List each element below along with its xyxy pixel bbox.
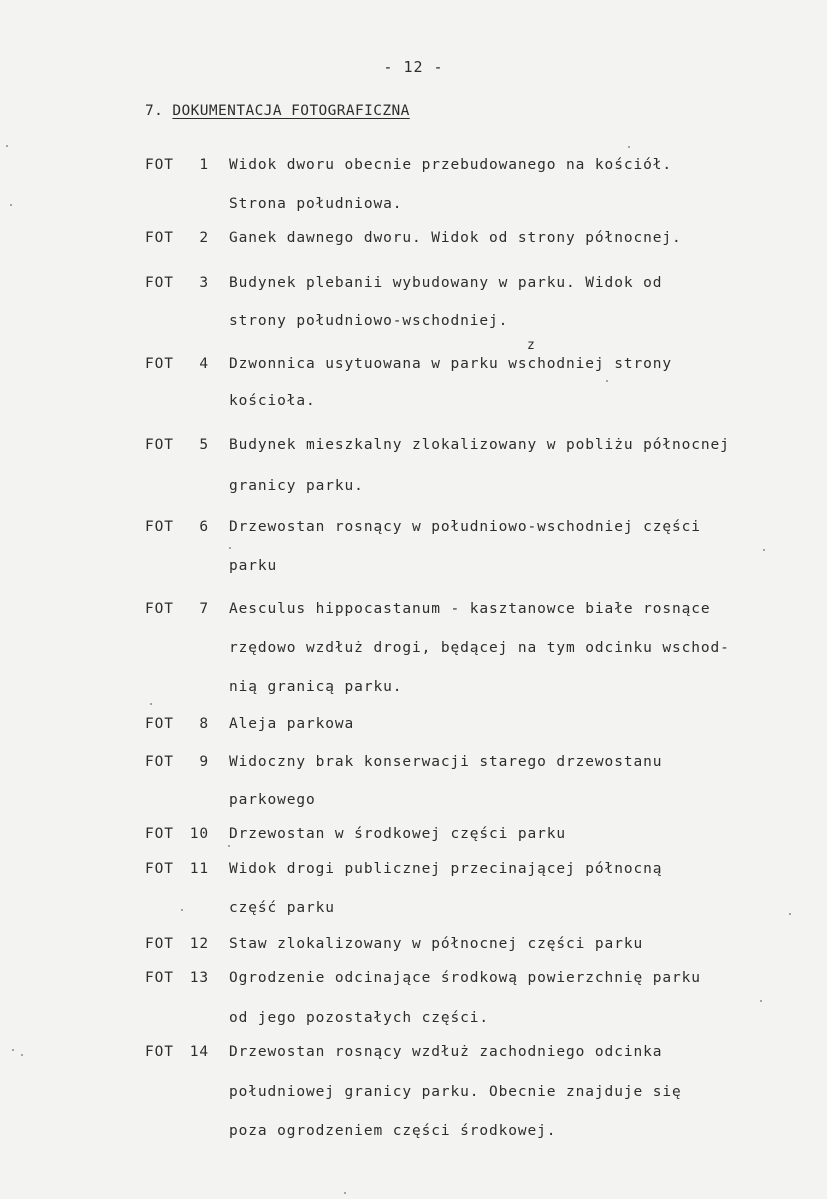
photo-label: FOT: [145, 519, 174, 535]
caption-text: rzędowo wzdłuż drogi, będącej na tym odcinku wschod-: [229, 640, 730, 656]
section-title: DOKUMENTACJA FOTOGRAFICZNA: [172, 103, 410, 119]
photo-number: 6: [199, 519, 209, 535]
photo-number: 5: [199, 437, 209, 453]
caption-text: nią granicą parku.: [229, 679, 403, 695]
caption-text: południowej granicy parku. Obecnie znajduje się: [229, 1084, 682, 1100]
caption-text: Aesculus hippocastanum - kasztanowce białe rosnące: [229, 601, 711, 617]
section-heading: [145, 103, 410, 119]
scan-speck: [628, 146, 630, 148]
photo-label: FOT: [145, 716, 174, 732]
photo-label: FOT: [145, 754, 174, 770]
photo-label: FOT: [145, 275, 174, 291]
page-number: - 12 -: [383, 58, 444, 76]
section-number: 7.: [145, 103, 164, 119]
scan-speck: [6, 145, 8, 147]
photo-number: 11: [189, 861, 209, 877]
photo-number: 4: [199, 356, 209, 372]
photo-number: 9: [199, 754, 209, 770]
caption-text: część parku: [229, 900, 335, 916]
photo-number: 14: [189, 1044, 209, 1060]
photo-label: FOT: [145, 1044, 174, 1060]
caption-text: strony południowo-wschodniej.: [229, 313, 509, 329]
scan-speck: [760, 1000, 762, 1002]
photo-number: 12: [189, 936, 209, 952]
caption-text: Drzewostan rosnący w południowo-wschodniej części: [229, 519, 701, 535]
scan-speck: [606, 380, 608, 382]
photo-number: 10: [189, 826, 209, 842]
photo-label: FOT: [145, 437, 174, 453]
caption-text: Widoczny brak konserwacji starego drzewostanu: [229, 754, 663, 770]
scan-speck: [229, 547, 231, 549]
caption-text: Ganek dawnego dworu. Widok od strony północnej.: [229, 230, 682, 246]
photo-label: FOT: [145, 601, 174, 617]
caption-text: parku: [229, 558, 278, 574]
photo-label: FOT: [145, 356, 174, 372]
scan-speck: [10, 204, 12, 206]
photo-label: FOT: [145, 861, 174, 877]
scan-speck: [763, 549, 765, 551]
photo-label: FOT: [145, 970, 174, 986]
caption-text: kościoła.: [229, 393, 316, 409]
caption-text: Aleja parkowa: [229, 716, 355, 732]
photo-number: 7: [199, 601, 209, 617]
caption-text: Strona południowa.: [229, 196, 403, 212]
photo-label: FOT: [145, 826, 174, 842]
photo-number: 8: [199, 716, 209, 732]
caption-text: Budynek mieszkalny zlokalizowany w pobliżu północnej: [229, 437, 730, 453]
caption-text: poza ogrodzeniem części środkowej.: [229, 1123, 557, 1139]
photo-label: FOT: [145, 936, 174, 952]
caption-text: Widok dworu obecnie przebudowanego na kościół.: [229, 157, 672, 173]
caption-text: Ogrodzenie odcinające środkową powierzchnię parku: [229, 970, 701, 986]
caption-text: Widok drogi publicznej przecinającej północną: [229, 861, 663, 877]
scan-speck: [150, 703, 152, 705]
caption-text: granicy parku.: [229, 478, 364, 494]
handwritten-insert-z: z: [527, 338, 535, 353]
scan-speck: [12, 1049, 14, 1051]
photo-label: FOT: [145, 230, 174, 246]
caption-text: Budynek plebanii wybudowany w parku. Widok od: [229, 275, 663, 291]
scan-speck: [21, 1054, 23, 1056]
caption-text: Drzewostan rosnący wzdłuż zachodniego odcinka: [229, 1044, 663, 1060]
caption-text: Dzwonnica usytuowana w parku wschodniej strony: [229, 356, 672, 372]
photo-number: 13: [189, 970, 209, 986]
scan-speck: [228, 845, 230, 847]
caption-text: parkowego: [229, 792, 316, 808]
photo-number: 3: [199, 275, 209, 291]
caption-text: Drzewostan w środkowej części parku: [229, 826, 567, 842]
photo-label: FOT: [145, 157, 174, 173]
photo-number: 1: [199, 157, 209, 173]
scan-speck: [181, 909, 183, 911]
caption-text: Staw zlokalizowany w północnej części parku: [229, 936, 644, 952]
caption-text: od jego pozostałych części.: [229, 1010, 490, 1026]
scan-speck: [344, 1192, 346, 1194]
scan-speck: [789, 913, 791, 915]
photo-number: 2: [199, 230, 209, 246]
